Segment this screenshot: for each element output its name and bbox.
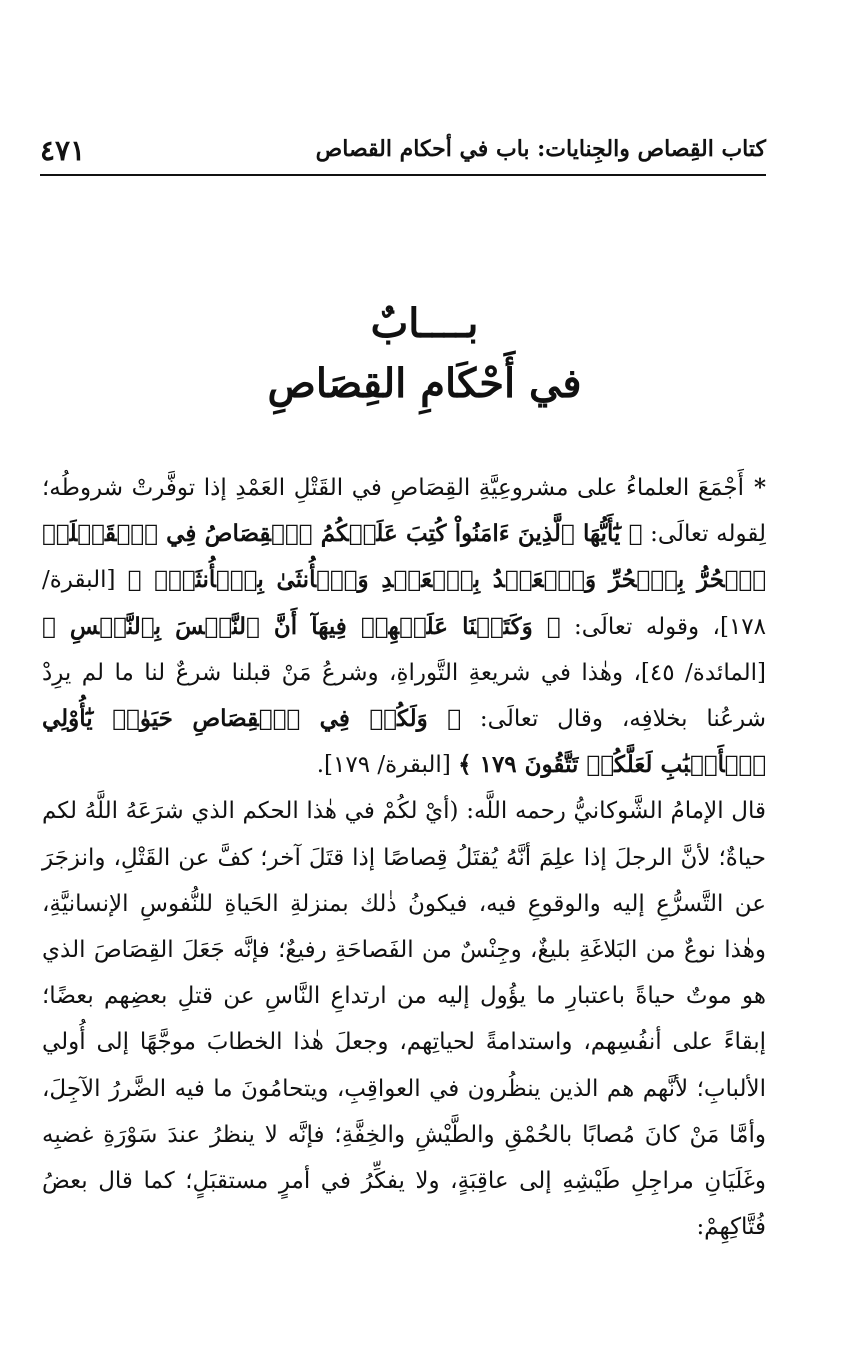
- paragraph-1-text-d: [البقرة/ ١٧٩].: [316, 752, 459, 779]
- quran-verse-baqarah-178: ﴿ يَٰٓأَيُّهَا ٱلَّذِينَ ءَامَنُواْ كُتِبَ عَلَيۡكُمُ ٱلۡقِصَاصُ فِي ٱلۡقَتۡلَىۖ ٱلۡحُرُّ بِٱلۡحُرِّ وَٱلۡعَبۡدُ بِٱلۡعَبۡدِ وَٱلۡأُنثَىٰ بِٱلۡأُنثَىٰۚ ﴾: [42, 520, 766, 594]
- chapter-title: في أَحْكَامِ القِصَاصِ: [267, 360, 582, 407]
- page-number: ٤٧١: [40, 134, 86, 167]
- paragraph-1-text-c: [المائدة/ ٤٥]، وهٰذا في شريعةِ التَّوراةِ، وشرعُ مَنْ قبلنا شرعٌ لنا ما لم يرِدْ شرعُنا بخلافِه، وقال تعالَى:: [42, 659, 767, 733]
- body-text: [42, 465, 766, 1250]
- quran-verse-baqarah-179: ﴿ وَلَكُمۡ فِي ٱلۡقِصَاصِ حَيَوٰةٞ يَٰٓأُوْلِي ٱلۡأَلۡبَٰبِ لَعَلَّكُمۡ تَتَّقُونَ ١٧٩ ﴾: [42, 705, 766, 779]
- running-header: [40, 134, 766, 176]
- running-title: كتاب القِصاص والجِنايات: باب في أحكام القصاص: [315, 136, 766, 162]
- paragraph-1: [42, 465, 766, 788]
- chapter-label: بــــابٌ: [370, 300, 479, 347]
- paragraph-1-text-a: أَجْمَعَ العلماءُ على مشروعِيَّةِ القِصَاصِ في القَتْلِ العَمْدِ إذا توفَّرتْ شروطُه؛ لِقوله تعالَى:: [42, 475, 766, 548]
- quran-verse-maidah-45: ﴿ وَكَتَبۡنَا عَلَيۡهِمۡ فِيهَآ أَنَّ ٱلنَّفۡسَ بِٱلنَّفۡسِ ﴾: [42, 612, 561, 640]
- paragraph-2: قال الإمامُ الشَّوكانيُّ رحمه اللَّه: (أيْ لكُمْ في هٰذا الحكم الذي شرَعَهُ اللَّهُ لكم حياةٌ؛ لأنَّ الرجلَ إذا علِمَ أنَّهُ يُقتَلُ قِصاصًا إذا قتَلَ آخر؛ كفَّ عن القَتْلِ، وانزجَرَ عن التَّسرُّعِ إليه والوقوعِ فيه، فيكونُ ذٰلك بمنزلةِ الحَياةِ للنُّفوسِ الإنسانيَّةِ، وهٰذا نوعٌ من البَلاغَةِ بليغٌ، وجِنْسٌ من الفَصاحَةِ رفيعٌ؛ فإنَّه جَعَلَ القِصَاصَ الذي هو موتٌ حياةً باعتبارِ ما يؤُول إليه من ارتداعِ النَّاسِ عن قتلِ بعضِهم بعضًا؛ إبقاءً على أنفُسِهم، واستدامةً لحياتِهم، وجعلَ هٰذا الخطابَ موجَّهًا إلى أُولي الألبابِ؛ لأنَّهم هم الذين ينظُرون في العواقِبِ، ويتحامُونَ ما فيه الضَّررُ الآجِلَ، وأمَّا مَنْ كانَ مُصابًا بالحُمْقِ والطَّيْشِ والخِفَّةِ؛ فإنَّه لا ينظرُ عندَ سَوْرَةِ غضبِه وغَلَيَانِ مراجِلِ طَيْشِهِ إلى عاقِبَةٍ، ولا يفكِّرُ في أمرٍ مستقبَلٍ؛ كما قال بعضُ فُتَّاكِهِمْ:: [42, 798, 766, 1241]
- asterisk-marker: *: [753, 474, 766, 501]
- paragraph-1-text-b: [البقرة/ ١٧٨]، وقوله تعالَى:: [42, 567, 766, 640]
